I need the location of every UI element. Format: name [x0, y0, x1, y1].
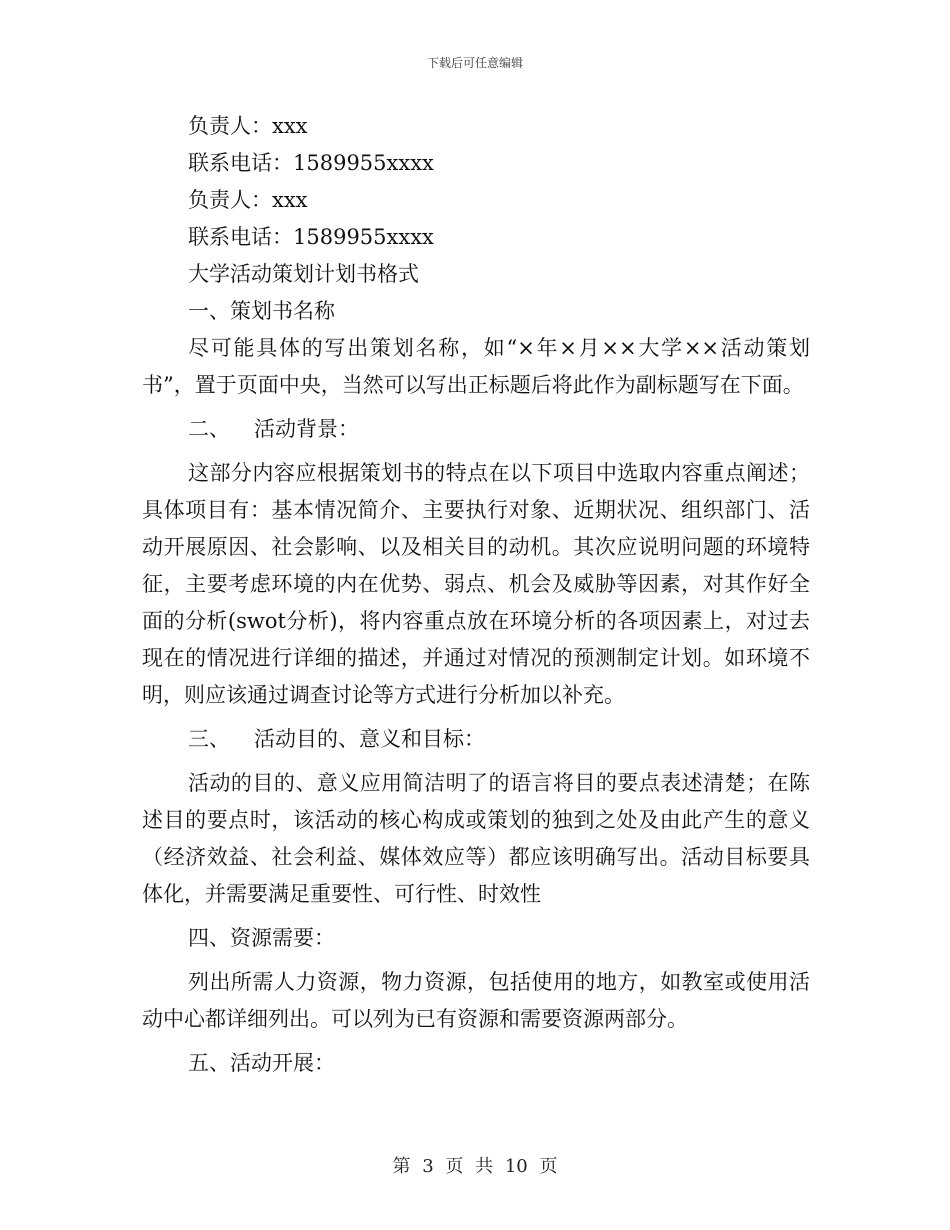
document-body [142, 108, 810, 1082]
section-3-title: 活动目的、意义和目标： [254, 727, 485, 751]
contact-phone-1: 联系电话：1589955xxxx [188, 151, 434, 175]
section-5-heading: 五、活动开展： [188, 1051, 335, 1075]
section-4-heading: 四、资源需要： [188, 926, 335, 950]
section-3-number: 三、 [188, 727, 230, 751]
section-3-body: 活动的目的、意义应用简洁明了的语言将目的要点表述清楚；在陈述目的要点时，该活动的核心构成或策划的独到之处及由此产生的意义（经济效益、社会利益、媒体效应等）都应该明确写出。活动目标要具体化，并需要满足重要性、可行性、时效性 [142, 771, 810, 906]
section-1-body: 尽可能具体的写出策划名称，如“×年×月××大学××活动策划书”，置于页面中央，当然可以写出正标题后将此作为副标题写在下面。 [142, 336, 810, 397]
section-1-heading: 一、策划书名称 [188, 299, 335, 323]
section-3-heading [142, 721, 810, 758]
contact-person-1: 负责人：xxx [188, 114, 308, 138]
page-footer-pagination: 第 3 页 共 10 页 [392, 1156, 558, 1177]
contact-phone-2: 联系电话：1589955xxxx [188, 225, 434, 249]
page-header-note: 下载后可任意编辑 [426, 56, 523, 70]
contact-person-2: 负责人：xxx [188, 188, 308, 212]
document-title: 大学活动策划计划书格式 [188, 262, 419, 286]
section-2-number: 二、 [188, 417, 230, 441]
section-2-heading [142, 411, 810, 448]
section-2-title: 活动背景： [254, 417, 359, 441]
section-4-body: 列出所需人力资源，物力资源，包括使用的地方，如教室或使用活动中心都详细列出。可以列为已有资源和需要资源两部分。 [142, 970, 810, 1031]
section-2-body: 这部分内容应根据策划书的特点在以下项目中选取内容重点阐述；具体项目有：基本情况简介、主要执行对象、近期状况、组织部门、活动开展原因、社会影响、以及相关目的动机。其次应说明问题的环境特征，主要考虑环境的内在优势、弱点、机会及威胁等因素，对其作好全面的分析(swot分析)，将内容重点放在环境分析的各项因素上，对过去现在的情况进行详细的描述，并通过对情况的预测制定计划。如环境不明，则应该通过调查讨论等方式进行分析加以补充。 [142, 461, 810, 707]
